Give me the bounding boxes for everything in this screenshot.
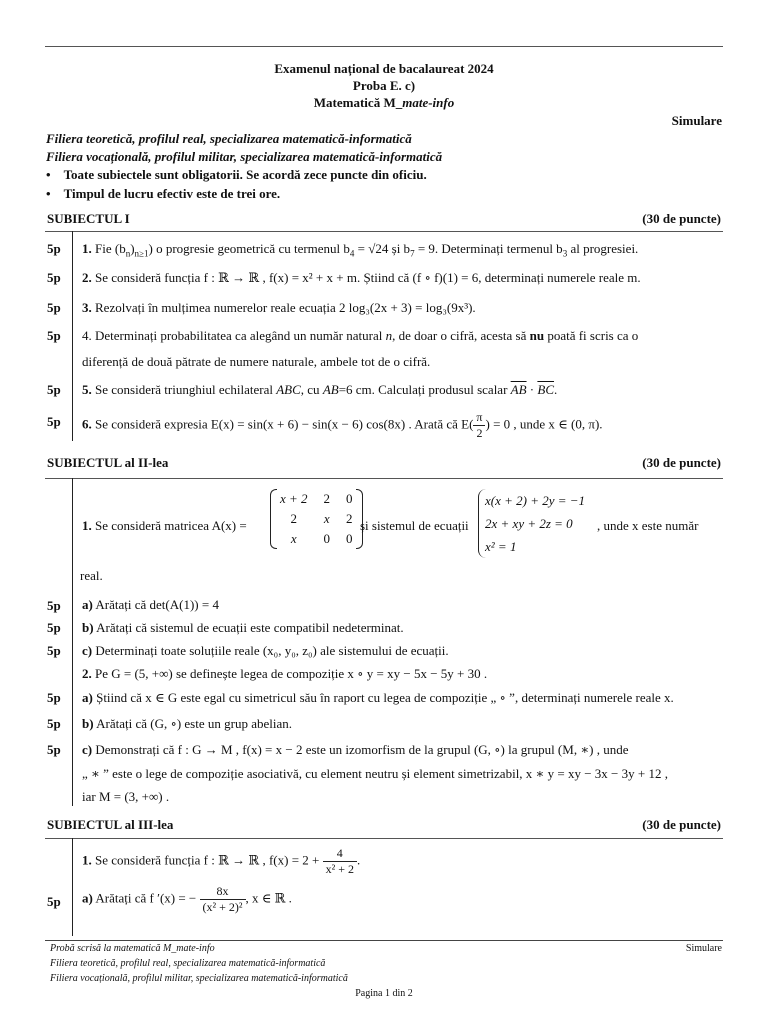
- points-q3: 5p: [47, 300, 61, 315]
- points-2-1b: 5p: [47, 620, 61, 635]
- fraction-4-over-x2-plus-2: $\frac{4}{\text{x² + 2}}$: [323, 846, 357, 877]
- s1-question-3: 3. Rezolvați în mulțimea numerelor reale ecuația 2 log₃(2x + 3) = log₃(9x³).: [82, 300, 476, 315]
- vector-ab: $\overline{AB}$: [510, 382, 527, 397]
- s2-system-intro: și sistemul de ecuații: [360, 518, 469, 533]
- footer-simulare: Simulare: [685, 943, 722, 954]
- s2-1c: c) Determinați toate soluțiile reale (x₀, y₀, z₀) ale sistemului de ecuații.: [82, 643, 449, 658]
- points-2-2c: 5p: [47, 742, 61, 757]
- points-q4: 5p: [47, 328, 61, 343]
- points-q1: 5p: [47, 241, 61, 256]
- points-2-2a: 5p: [47, 690, 61, 705]
- s3-1a: a) Arătați că f ′(x) = − $\frac{8x}{\text{(x² + 2)²}}$ , x ∈ ℝ .: [82, 884, 292, 914]
- fraction-pi-over-2: $\frac{\pi}{2}$: [473, 410, 485, 441]
- s1-question-2: 2. Se consideră funcția f : ℝ → ℝ , f(x) = x² + x + m. Știind că (f ∘ f)(1) = 6, determinați numerele reale m.: [82, 270, 641, 285]
- points-q6: 5p: [47, 414, 61, 429]
- s2-2c-line3: iar M = (3, +∞) .: [82, 789, 170, 804]
- rule-bullet-1: • Toate subiectele sunt obligatorii. Se acordă zece puncte din oficiu.: [46, 167, 427, 182]
- fraction-derivative: $\frac{8x}{\text{(x² + 2)²}}$: [200, 884, 246, 915]
- top-rule: [45, 46, 723, 47]
- section-2-rule: [45, 478, 723, 479]
- s1-question-5: 5. Se consideră triunghiul echilateral ABC, cu AB=6 cm. Calculați produsul scalar $\overline{AB} \cdot \overline{BC}$.: [82, 382, 558, 397]
- footer-line-2: Filiera teoretică, profilul real, specializarea matematică-informatică: [50, 958, 326, 969]
- points-2-1c: 5p: [47, 643, 61, 658]
- s1-question-4-cont: diferență de două pătrate de numere naturale, ambele tot de o cifră.: [82, 354, 431, 369]
- s2-2a: a) Știind că x ∈ G este egal cu simetricul său în raport cu legea de compoziție „ ∘ ”, determinați numerele reale x.: [82, 690, 674, 705]
- points-2-1a: 5p: [47, 598, 61, 613]
- section-1-rule: [45, 231, 723, 232]
- s2-2c-line2: „ ∗ ” este o lege de compoziție asociativă, cu element neutru și element simetrizabil, x ∗ y = xy − 3x − 3y + 12 ,: [82, 766, 668, 781]
- s2-problem-1-real: real.: [80, 568, 103, 583]
- section-3-header: SUBIECTUL al III-lea (30 de puncte): [47, 817, 721, 832]
- s2-problem-1-intro: 1. Se consideră matricea A(x) =: [82, 518, 247, 533]
- points-2-2b: 5p: [47, 716, 61, 731]
- s2-1b: b) Arătați că sistemul de ecuații este compatibil nedeterminat.: [82, 620, 404, 635]
- vector-bc: $\overline{BC}$: [537, 382, 555, 397]
- s1-question-6: 6. Se consideră expresia E(x) = sin(x + 6) − sin(x − 6) cos(8x) . Arată că E( $\frac{\pi}{2}$ ) = 0 , unde x ∈ (0, π).: [82, 410, 603, 440]
- section-3-margin-line: [72, 838, 73, 936]
- exam-proba: Proba E. c): [352, 78, 416, 93]
- section-1-margin-line: [72, 231, 73, 441]
- section-1-header: SUBIECTUL I (30 de puncte): [47, 211, 721, 226]
- section-3-rule: [45, 838, 723, 839]
- footer-rule: [45, 940, 723, 941]
- page-number: Pagina 1 din 2: [355, 988, 413, 999]
- exam-subject: Matematică M_mate-info: [313, 95, 455, 110]
- section-2-margin-line: [72, 478, 73, 806]
- s2-2b: b) Arătați că (G, ∘) este un grup abelian.: [82, 716, 292, 731]
- equation-system: x(x + 2) + 2y = −1 2x + xy + 2z = 0 x² = 1: [478, 489, 585, 558]
- matrix-A: x + 2 2 0 2 x 2 x 0 0: [272, 489, 361, 549]
- points-q5: 5p: [47, 382, 61, 397]
- s2-system-tail: , unde x este număr: [597, 518, 699, 533]
- s3-problem-1-intro: 1. Se consideră funcția f : ℝ → ℝ , f(x) = 2 + $\frac{4}{\text{x² + 2}}$ .: [82, 846, 361, 876]
- exam-title: Examenul național de bacalaureat 2024: [274, 61, 494, 76]
- s2-problem-2-intro: 2. Pe G = (5, +∞) se definește legea de compoziție x ∘ y = xy − 5x − 5y + 30 .: [82, 666, 488, 681]
- points-q2: 5p: [47, 270, 61, 285]
- section-2-header: SUBIECTUL al II-lea (30 de puncte): [47, 455, 721, 470]
- simulare-badge: Simulare: [671, 113, 722, 128]
- s1-question-1: 1. Fie $(b_n)_{n\ge 1}$) o progresie geometrică cu termenul $b_4 = √24$ și $b_7 = 9$. Determinați termenul $b_3$ al progresiei.: [82, 241, 639, 259]
- points-3-1a: 5p: [47, 894, 61, 909]
- footer-line-1: Probă scrisă la matematică M_mate-info: [50, 943, 215, 954]
- rule-bullet-2: • Timpul de lucru efectiv este de trei ore.: [46, 186, 281, 201]
- s2-1a: a) Arătați că det(A(1)) = 4: [82, 597, 219, 612]
- filiera-line-1: Filiera teoretică, profilul real, specializarea matematică-informatică: [46, 131, 412, 146]
- s2-2c: c) Demonstrați că f : G → M , f(x) = x − 2 este un izomorfism de la grupul (G, ∘) la grupul (M, ∗) , unde: [82, 742, 629, 757]
- filiera-line-2: Filiera vocațională, profilul militar, specializarea matematică-informatică: [46, 149, 443, 164]
- s1-question-4: 4. Determinați probabilitatea ca alegând un număr natural n, de doar o cifră, acesta să nu poată fi scris ca o: [82, 328, 639, 343]
- footer-line-3: Filiera vocațională, profilul militar, specializarea matematică-informatică: [50, 973, 348, 984]
